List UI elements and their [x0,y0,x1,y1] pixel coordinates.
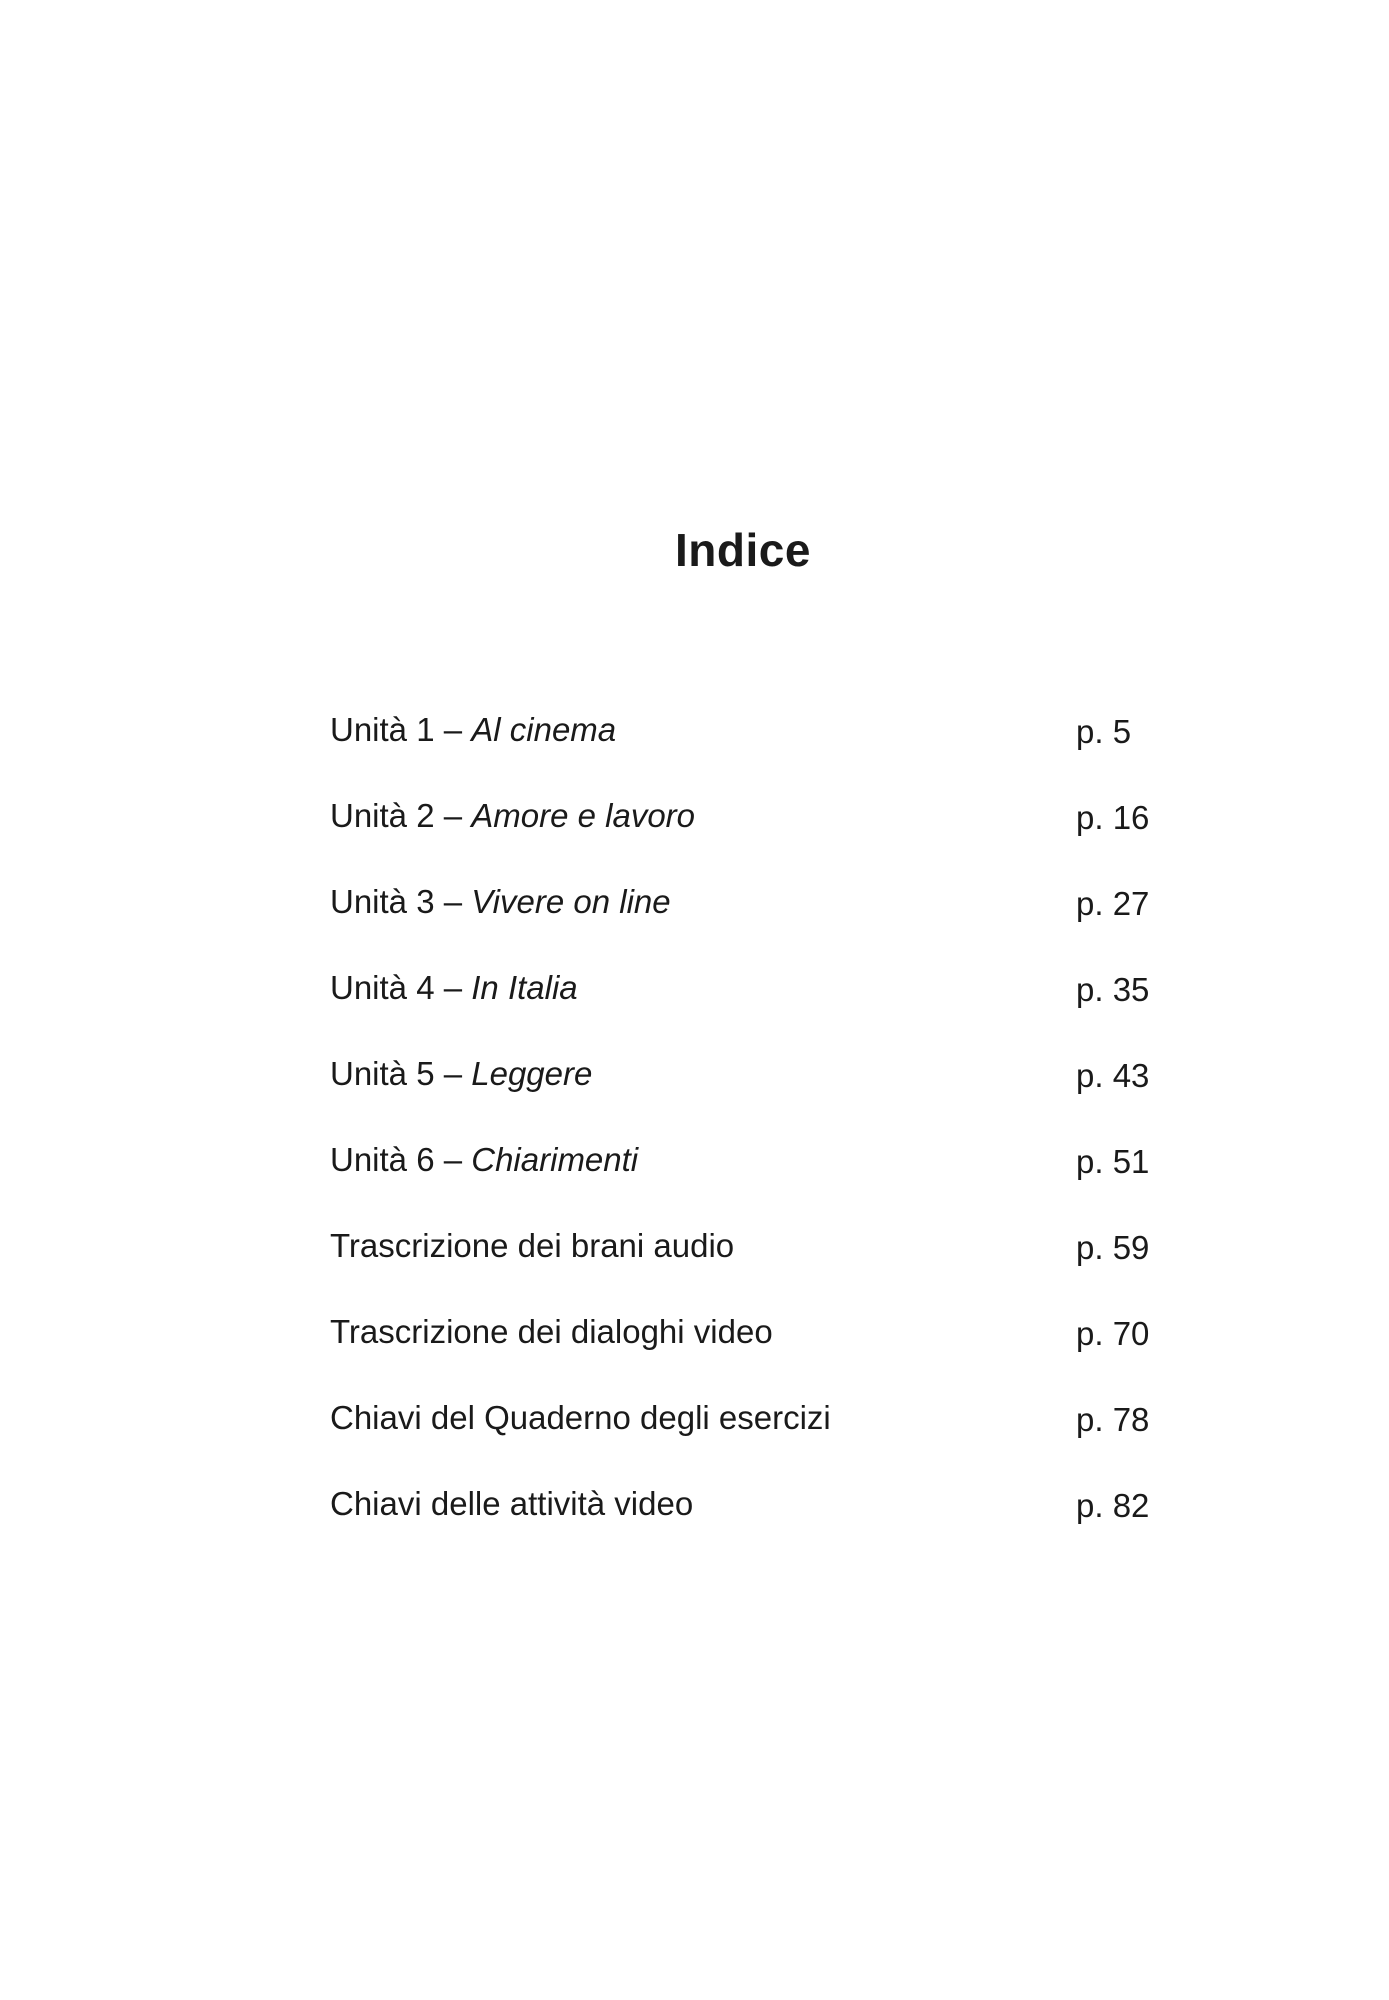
toc-entry-subtitle: In Italia [471,969,578,1006]
toc-entry-page: p. 5 [1076,713,1132,750]
toc-entry-subtitle: Leggere [471,1055,593,1092]
toc-entry-page: p. 27 [1076,885,1150,922]
toc-entry-prefix: Unità 2 – [330,797,472,834]
toc-entry-prefix: Unità 4 – [330,969,472,1006]
toc-entry-label [330,1398,831,1438]
toc-entry-page: p. 78 [1076,1401,1150,1438]
toc-entry-prefix: Trascrizione dei brani audio [330,1227,735,1264]
toc-entry-prefix: Unità 1 – [330,711,472,748]
toc-entry-label [330,968,578,1008]
toc-entry-page: p. 16 [1076,799,1150,836]
toc-entry-prefix: Chiavi del Quaderno degli esercizi [330,1399,831,1436]
toc-entry-label [330,1226,734,1266]
toc-entry-page: p. 59 [1076,1229,1150,1266]
toc-entry-prefix: Unità 6 – [330,1141,472,1178]
toc-entry-subtitle: Amore e lavoro [471,797,696,834]
toc-entry [330,1484,1160,1570]
toc-entry-prefix: Unità 5 – [330,1055,472,1092]
toc-entry-page: p. 35 [1076,971,1150,1008]
toc-entry-label [330,796,695,836]
toc-entry-label [330,1054,592,1094]
toc-entry-page: p. 82 [1076,1487,1150,1524]
toc-entry-prefix: Unità 3 – [330,883,472,920]
table-of-contents [330,710,1160,1570]
toc-entry-subtitle: Chiarimenti [471,1141,639,1178]
toc-entry-subtitle: Vivere on line [471,883,671,920]
toc-entry [330,1226,1160,1312]
toc-entry [330,710,1160,796]
toc-entry-subtitle: Al cinema [471,711,617,748]
toc-entry-label [330,1140,638,1180]
toc-entry-prefix: Chiavi delle attività video [330,1485,694,1522]
toc-entry [330,1140,1160,1226]
toc-entry-label [330,710,616,750]
toc-entry [330,796,1160,882]
toc-entry [330,1054,1160,1140]
toc-entry-label [330,1484,693,1524]
toc-entry-prefix: Trascrizione dei dialoghi video [330,1313,773,1350]
toc-entry-label [330,1312,773,1352]
toc-entry [330,1398,1160,1484]
toc-entry-page: p. 70 [1076,1315,1150,1352]
toc-entry [330,882,1160,968]
toc-entry [330,1312,1160,1398]
toc-entry-page: p. 51 [1076,1143,1150,1180]
toc-entry [330,968,1160,1054]
page-title: Indice [675,524,811,576]
toc-entry-page: p. 43 [1076,1057,1150,1094]
toc-entry-label [330,882,671,922]
